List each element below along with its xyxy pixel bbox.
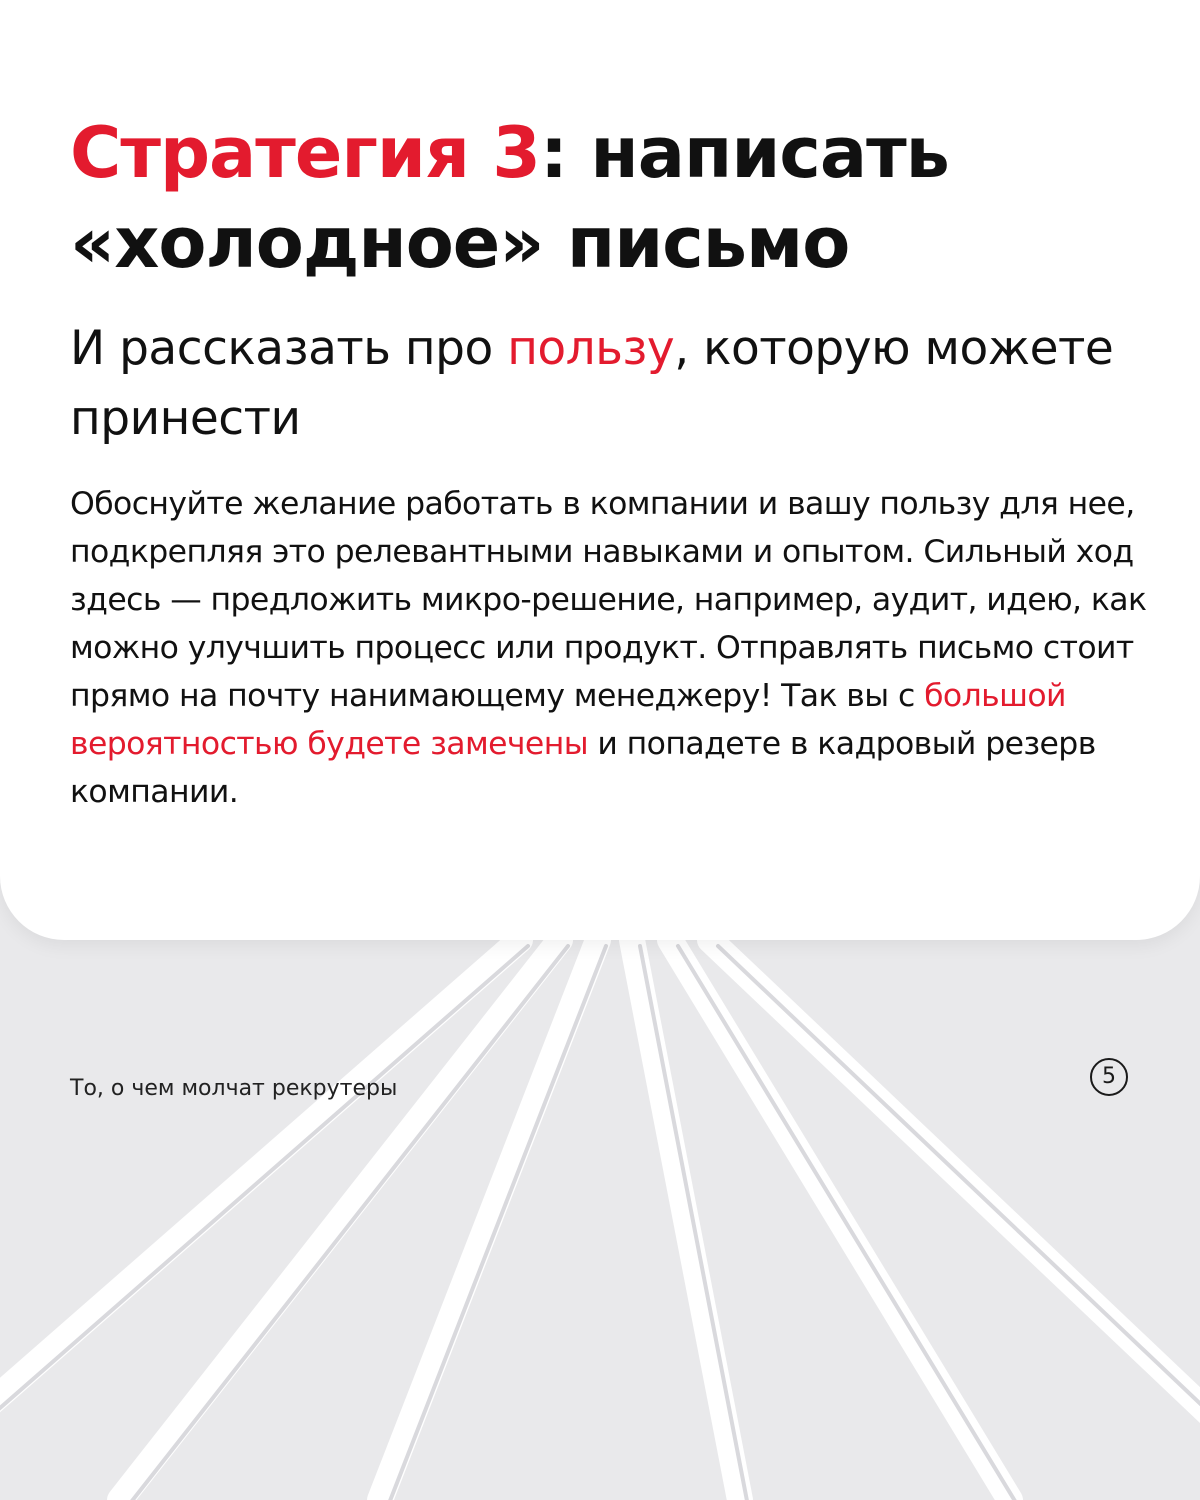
slide-title [70,108,1150,288]
title-accent: Стратегия 3 [70,112,540,194]
body-part-2: и попадете в кадровый резерв компании. [70,726,1096,810]
subtitle-after: , которую можете принести [70,321,1114,446]
body-accent: большой вероятностью будете замечены [70,678,1066,762]
body-paragraph [70,480,1150,816]
title-rest: : написать «холодное» письмо [70,112,949,284]
footer-caption: То, о чем молчат рекрутеры [70,1076,398,1101]
page-number-badge: 5 [1090,1058,1128,1096]
subtitle-accent: пользу [507,321,675,376]
subtitle-before: И рассказать про [70,321,508,376]
body-part-1: Обоснуйте желание работать в компании и вашу пользу для нее, подкрепляя это релевантными навыками и опытом. Сильный ход здесь — предложить микро-решение, например, аудит, идею, как можно улучшить процесс или продукт. Отправлять письмо стоит прямо на почту нанимающему менеджеру! Так вы с [70,486,1147,714]
slide-subtitle [70,314,1150,454]
